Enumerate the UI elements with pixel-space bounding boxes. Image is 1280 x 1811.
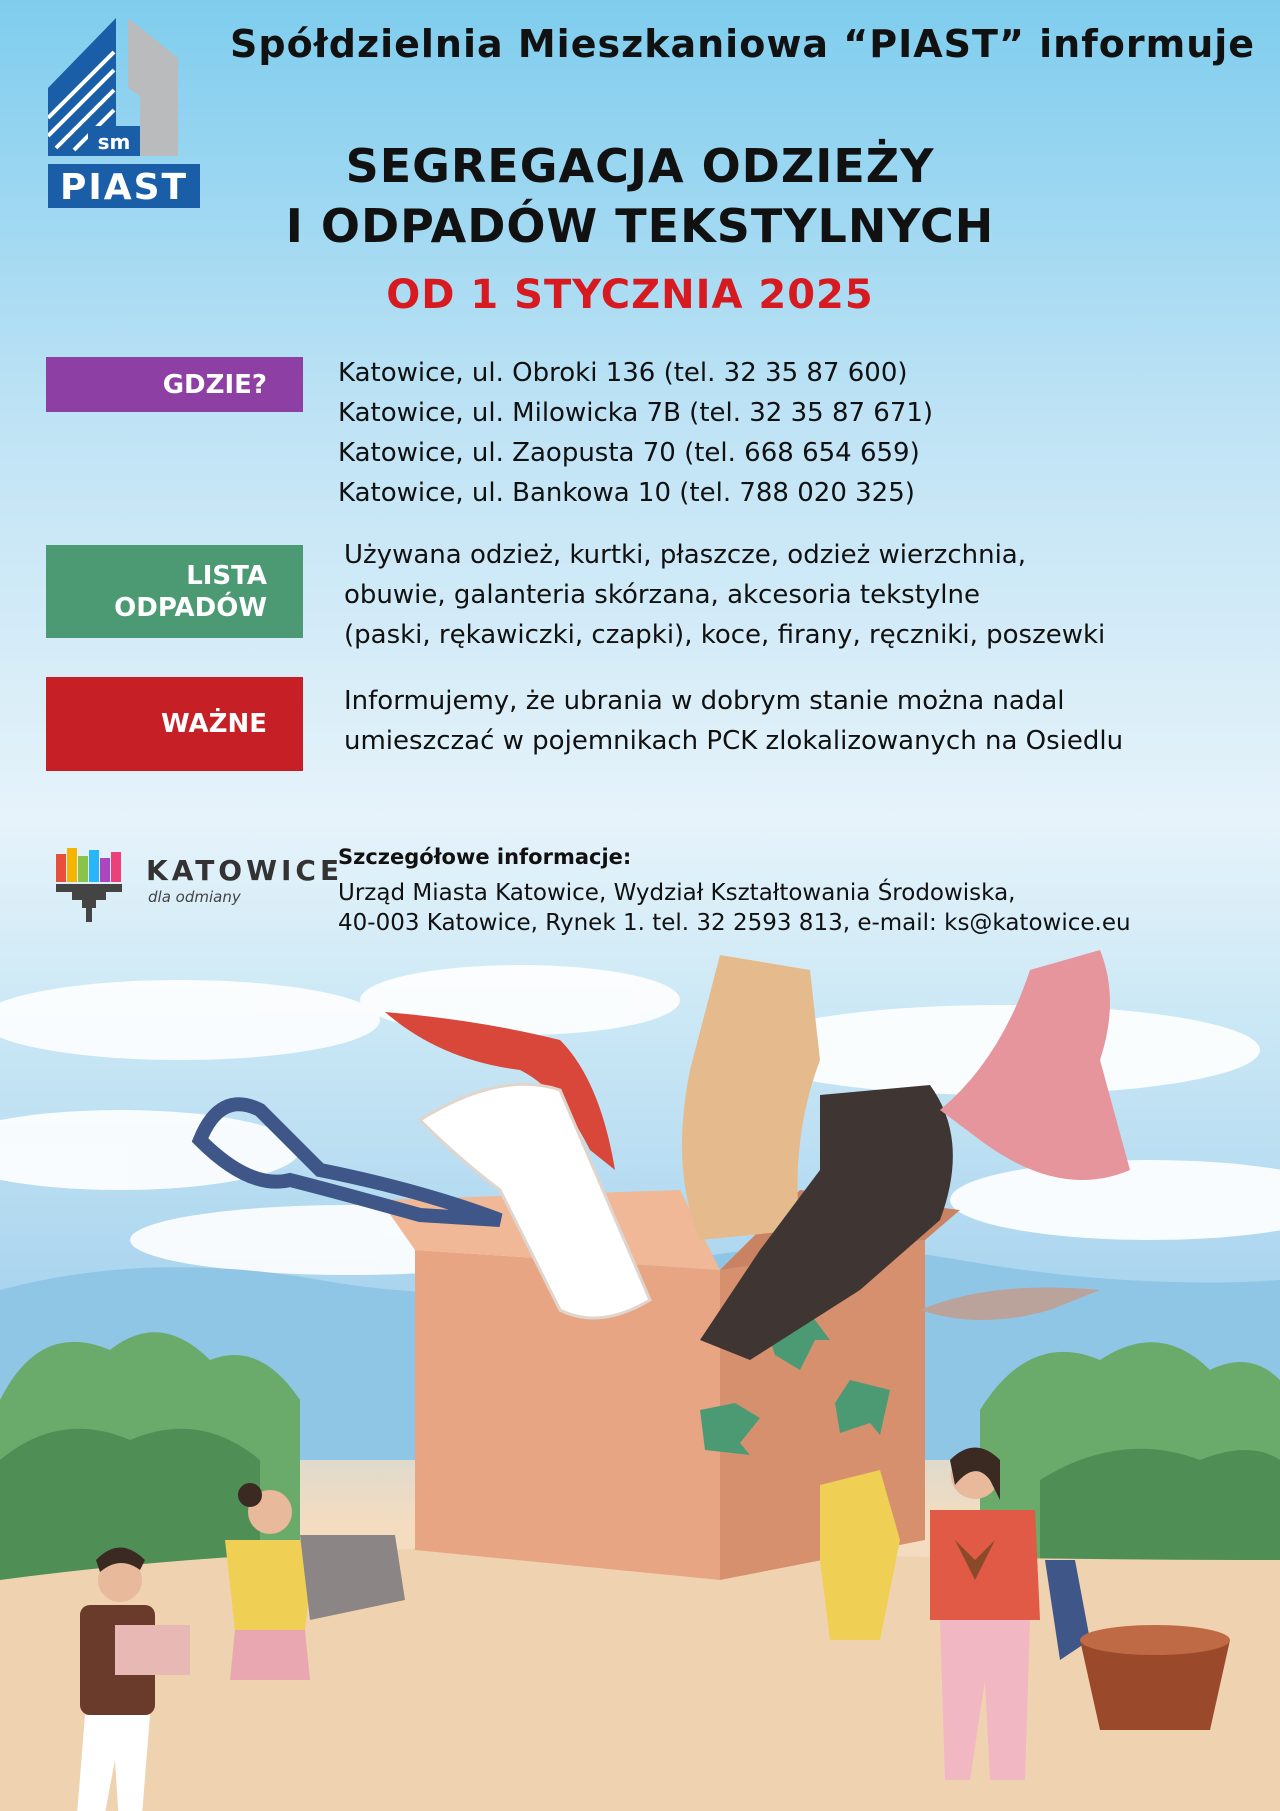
important-text [344,681,1123,761]
where-tag [46,357,303,412]
organization-title: Spółdzielnia Mieszkaniowa “PIAST” informuje [230,22,1256,66]
details-line-2: 40-003 Katowice, Rynek 1. tel. 32 2593 813, e-mail: ks@katowice.eu [338,910,1131,936]
waste-list-tag-line-1: LISTA [186,560,267,591]
address-line: Katowice, ul. Bankowa 10 (tel. 788 020 325) [338,478,915,508]
waste-list-line: Używana odzież, kurtki, płaszcze, odzież wierzchnia, [344,540,1026,570]
waste-list-tag-line-2: ODPADÓW [114,592,267,623]
laundry-basket [1080,1625,1230,1730]
waste-list-line: (paski, rękawiczki, czapki), koce, firany, ręczniki, poszewki [344,620,1106,650]
main-title [240,136,1040,256]
address-line: Katowice, ul. Obroki 136 (tel. 32 35 87 600) [338,358,908,388]
details-heading: Szczegółowe informacje: [338,845,632,869]
logo-text-sm: sm [97,130,131,154]
important-tag [46,677,303,771]
title-line-1: SEGREGACJA ODZIEŻY [345,139,935,193]
start-date: OD 1 STYCZNIA 2025 [386,272,874,318]
piast-logo [48,18,200,208]
address-line: Katowice, ul. Milowicka 7B (tel. 32 35 87 671) [338,398,934,428]
katowice-logo-tagline: dla odmiany [148,888,241,906]
waste-list-text [344,535,1105,655]
title-line-2: I ODPADÓW TEKSTYLNYCH [285,199,995,253]
where-list [338,353,933,513]
katowice-logo-word: KATOWICE [146,854,344,887]
important-tag-label: WAŻNE [160,709,267,739]
address-line: Katowice, ul. Zaopusta 70 (tel. 668 654 659) [338,438,920,468]
katowice-logo-mark [56,846,122,922]
important-line: umieszczać w pojemnikach PCK zlokalizowanych na Osiedlu [344,726,1124,756]
waste-list-tag [46,545,303,638]
clothing-recycling-illustration [0,940,1280,1811]
logo-text-piast: PIAST [59,167,189,208]
important-line: Informujemy, że ubrania w dobrym stanie można nadal [344,686,1065,716]
details-line-1: Urząd Miasta Katowice, Wydział Kształtowania Środowiska, [338,880,1016,906]
ground [0,1548,1280,1811]
where-tag-label: GDZIE? [162,369,267,400]
waste-list-line: obuwie, galanteria skórzana, akcesoria tekstylne [344,580,980,610]
